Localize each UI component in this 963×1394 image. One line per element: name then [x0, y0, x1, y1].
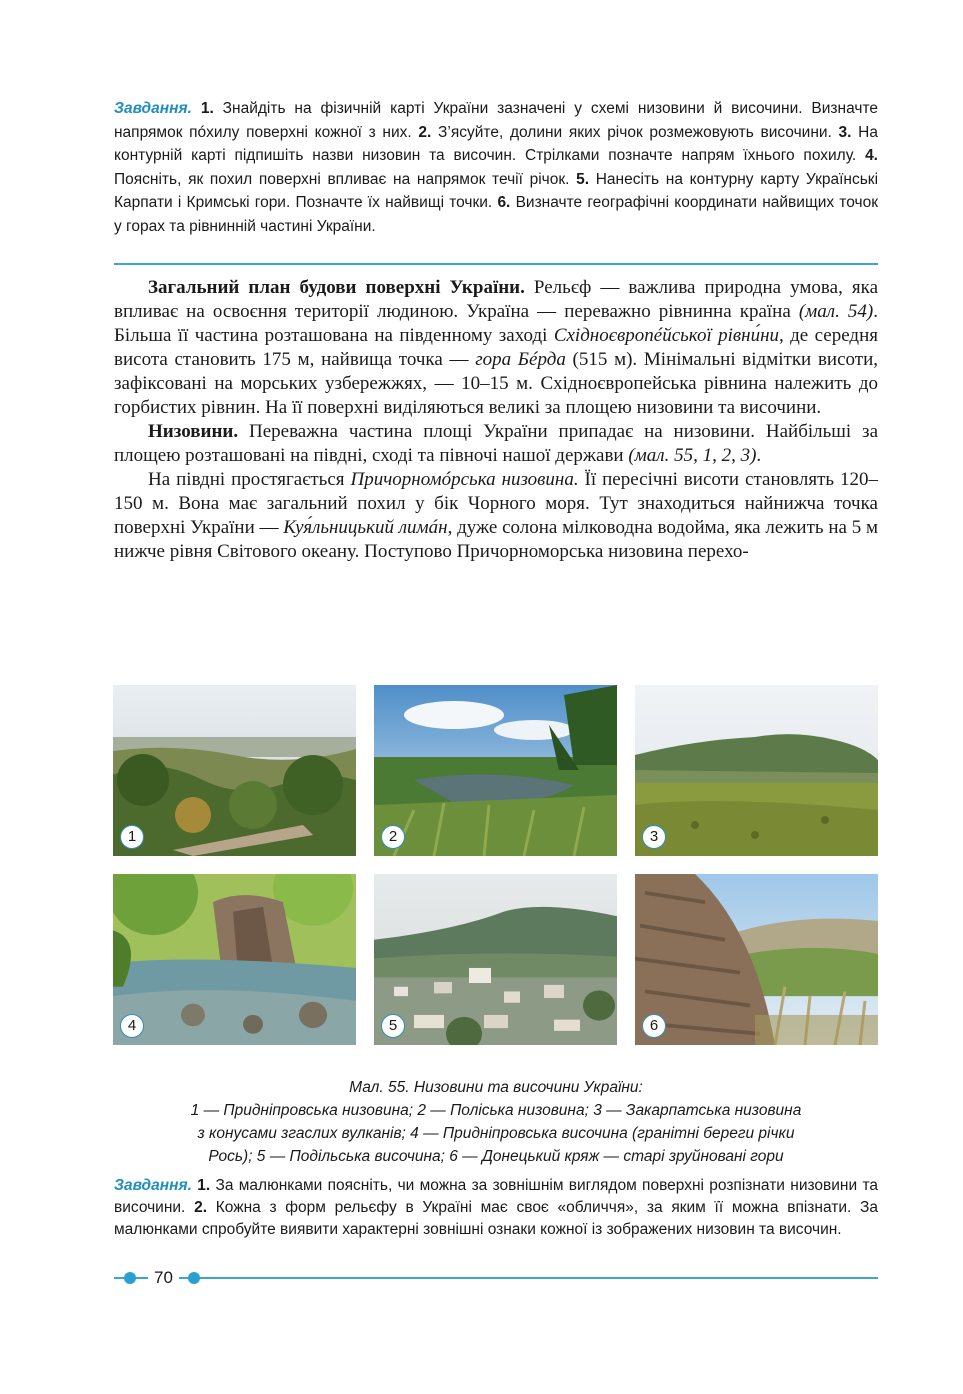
- text-run: , дуже солона мілководна водойма, яка лежить на 5 м нижче рівня Світового океану. Поступово Причорноморська низовина перехо-: [114, 517, 879, 562]
- figure-reference: (мал. 54): [798, 301, 874, 322]
- photo-polissia-lowland: [374, 685, 617, 856]
- text-run: . Більша її частина розташована на південному заході: [114, 301, 878, 346]
- task-text: Кожна з форм рельєфу в Україні має своє «обличчя», за яким її можна впізнати. За малюнками спробуйте виявити характерні зовнішні ознаки кожної із зображених низовин та височин.: [114, 1199, 878, 1238]
- task-text: Нанесіть на контурну карту Українські Карпати і Кримські гори. Позначте їх найвищі точки.: [114, 170, 879, 211]
- task-label: Завдання.: [114, 100, 192, 117]
- task-text: Поясніть, як похил поверхні впливає на напрямок течії річок.: [114, 170, 577, 188]
- section-heading: Загальний план будови поверхні України.: [148, 277, 525, 298]
- caption-line: з конусами згаслих вулканів; 4 — Придніпровська височина (гранітні береги річки: [197, 1125, 795, 1142]
- task-number: 1.: [197, 1177, 211, 1194]
- photo-number-badge: 4: [120, 1014, 144, 1038]
- task-number: 3.: [838, 123, 852, 141]
- photo-number-badge: 6: [642, 1014, 666, 1038]
- caption-line: 1 — Придніпровська низовина; 2 — Поліська низовина; 3 — Закарпатська низовина: [190, 1102, 802, 1119]
- text-run: .: [756, 445, 762, 466]
- task-number: 2.: [418, 123, 432, 141]
- section-heading: Низовини.: [148, 421, 239, 442]
- photo-donetsk-ridge: [635, 874, 878, 1045]
- photo-dnipro-upland: [113, 874, 356, 1045]
- caption-line: Рось); 5 — Подільська височина; 6 — Донецький кряж — старі зруйновані гори: [208, 1148, 784, 1165]
- task-text: Знайдіть на фізичній карті України зазначені у схемі низовини й височини. Визначте напрямок пóхилу поверхні кожної з них.: [114, 100, 878, 141]
- text-run: Її пересічні висоти становлять 120–150 м. Вона має загальний похил у бік Чорного моря. Тут знаходиться найнижча точка поверхні України —: [114, 469, 879, 538]
- task-text: З’ясуйте, долини яких річок розмежовують височини.: [431, 123, 839, 141]
- photo-number-badge: 1: [120, 825, 144, 849]
- figure-caption: [114, 1076, 878, 1168]
- term: Куя́льницький лимáн: [283, 517, 448, 538]
- task-number: 4.: [865, 147, 878, 164]
- page-number: 70: [148, 1267, 179, 1289]
- paragraph-overview: [114, 276, 878, 420]
- task-block-1: [114, 97, 878, 238]
- photo-dnipro-lowland: [113, 685, 356, 856]
- task-label: Завдання.: [114, 1177, 192, 1194]
- term: гора Бéрда: [475, 349, 566, 370]
- text-run: , де середня висота становить 175 м, найвища точка —: [114, 325, 878, 370]
- main-text: [114, 276, 878, 564]
- text-run: Рельєф — важлива природна умова, яка впливає на освоєння території людиною. Україна — переважно рівнинна країна: [114, 277, 879, 322]
- task-number: 5.: [576, 170, 590, 188]
- footer-line: [114, 1277, 878, 1279]
- photo-podillia-upland: [374, 874, 617, 1045]
- figure-reference: (мал. 55, 1, 2, 3): [628, 445, 757, 466]
- task-block-2: [114, 1175, 878, 1241]
- paragraph-lowlands: [114, 420, 878, 468]
- text-run: (515 м). Мінімальні відмітки висоти, зафіксовані на морських узбережжях, — 10–15 м. Східноєвропейська рівнина належить до горбистих рівнин. На її поверхні виділяються великі за площею низовини та височини.: [114, 349, 878, 418]
- term: Причорномóрська низовина.: [350, 469, 579, 490]
- task-number: 2.: [194, 1199, 208, 1216]
- paragraph-black-sea-lowland: [114, 468, 878, 564]
- text-run: Переважна частина площі України припадає на низовини. Найбільші за площею розташовані на півдні, сході та півночі нашої держави: [114, 421, 878, 466]
- caption-title: Мал. 55. Низовини та височини України:: [349, 1079, 643, 1096]
- page-footer: [114, 1267, 878, 1291]
- photo-transcarpathian-lowland: [635, 685, 878, 856]
- text-run: На півдні простягається: [148, 469, 351, 490]
- task-number: 1.: [200, 100, 214, 117]
- task-text: На контурній карті підпишіть назви низовин та височин. Стрілками позначте напрям їхнього похилу.: [114, 123, 878, 164]
- photo-number-badge: 3: [642, 825, 666, 849]
- photo-number-badge: 2: [381, 825, 405, 849]
- section-divider: [114, 263, 878, 265]
- bullet-dot-icon: [124, 1272, 136, 1284]
- photo-number-badge: 5: [381, 1014, 405, 1038]
- task-text: За малюнками поясніть, чи можна за зовнішнім виглядом поверхні розпізнати низовини та височини.: [114, 1177, 879, 1216]
- term: Східноєвропéйської рівни́ни: [553, 325, 779, 346]
- task-text: Визначте географічні координати найвищих точок у горах та рівнинній частині України.: [114, 194, 878, 235]
- task-number: 6.: [497, 194, 511, 211]
- bullet-dot-icon: [188, 1272, 200, 1284]
